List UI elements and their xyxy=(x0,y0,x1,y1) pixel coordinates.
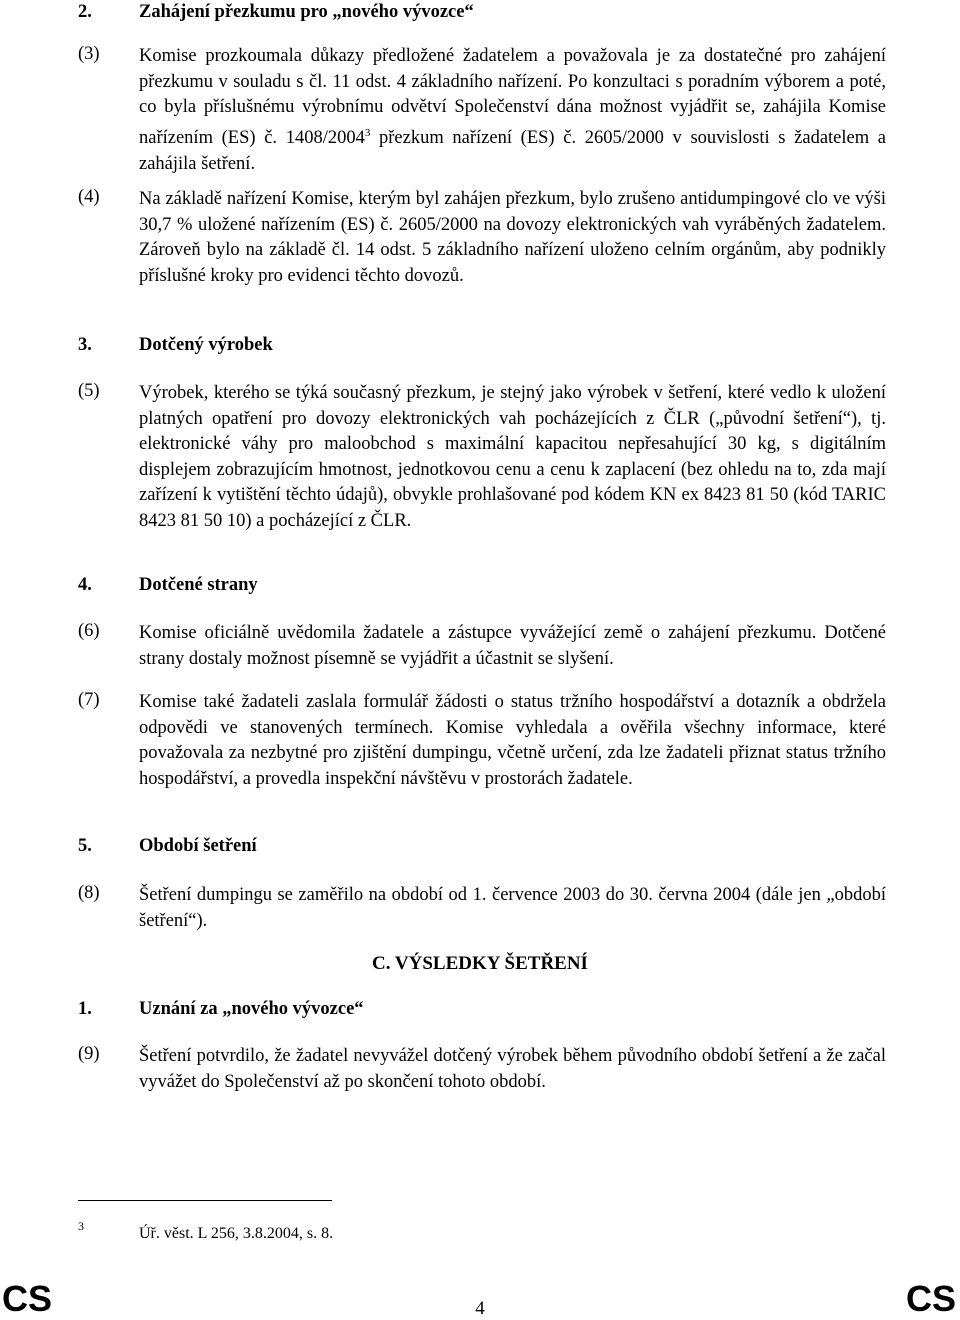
paragraph-number: (9) xyxy=(78,1044,100,1064)
paragraph-text-part: přezkum nařízení (ES) č. 2605/2000 v souvislosti s žadatelem a zahájila šetření. xyxy=(139,127,886,174)
footnote-ref: 3 xyxy=(364,126,371,139)
footer-language-left: CS xyxy=(2,1278,53,1319)
section-heading-3 xyxy=(78,335,273,356)
section-number: 4. xyxy=(78,575,92,595)
footnote-text: Úř. věst. L 256, 3.8.2004, s. 8. xyxy=(139,1225,334,1242)
paragraph-number: (3) xyxy=(78,44,100,64)
paragraph-text: Komise také žadateli zaslala formulář žádosti o status tržního hospodářství a dotazník a obdržela odpovědi ve stanovených termínech. Komise vyhledala a ověřila všechny informace, které považovala za nezbytné pro zjištění dumpingu, včetně určení, zda lze žadateli přiznat status tržního hospodářství, a provedla inspekční návštěvu v prostorách žadatele. xyxy=(139,692,886,789)
paragraph-4 xyxy=(78,187,886,289)
paragraph-3 xyxy=(78,44,886,177)
section-title: Uznání za „nového vývozce“ xyxy=(139,999,364,1019)
paragraph-text: Komise oficiálně uvědomila žadatele a zástupce vyvážející země o zahájení přezkumu. Dotčené strany dostaly možnost písemně se vyjádřit a účastnit se slyšení. xyxy=(139,623,886,669)
footnote xyxy=(78,1219,334,1243)
paragraph-5 xyxy=(78,381,886,535)
paragraph-9 xyxy=(78,1044,886,1095)
paragraph-7 xyxy=(78,690,886,792)
section-heading-c1 xyxy=(78,999,364,1020)
footer-language-right: CS xyxy=(905,1278,956,1319)
section-title: Dotčené strany xyxy=(139,575,258,595)
section-title: Zahájení přezkumu pro „nového vývozce“ xyxy=(139,2,474,22)
paragraph-number: (8) xyxy=(78,883,100,903)
paragraph-6 xyxy=(78,621,886,672)
paragraph-number: (7) xyxy=(78,690,100,710)
section-title: Období šetření xyxy=(139,836,257,856)
paragraph-number: (6) xyxy=(78,621,100,641)
footnote-number: 3 xyxy=(78,1219,84,1233)
section-number: 5. xyxy=(78,836,92,856)
paragraph-number: (5) xyxy=(78,381,100,401)
section-heading-5 xyxy=(78,836,257,857)
section-title: Dotčený výrobek xyxy=(139,335,273,355)
paragraph-text: Na základě nařízení Komise, kterým byl zahájen přezkum, bylo zrušeno antidumpingové clo ve výši 30,7 % uložené nařízením (ES) č. 2605/2000 na dovozy elektronických vah vyráběných žadatelem. Zároveň bylo na základě čl. 14 odst. 5 základního nařízení uloženo celním orgánům, aby podnikly příslušné kroky pro evidenci těchto dovozů. xyxy=(139,189,886,286)
page-number: 4 xyxy=(475,1298,485,1319)
section-heading-2 xyxy=(78,2,474,23)
paragraph-text: Šetření potvrdilo, že žadatel nevyvážel dotčený výrobek během původního období šetření a že začal vyvážet do Společenství až po skončení tohoto období. xyxy=(139,1046,886,1092)
chapter-title: C. VÝSLEDKY ŠETŘENÍ xyxy=(372,953,588,974)
section-heading-4 xyxy=(78,575,258,596)
paragraph-text: Výrobek, kterého se týká současný přezkum, je stejný jako výrobek v šetření, které vedlo k uložení platných opatření pro dovozy elektronických vah pocházejících z ČLR („původní šetření“), tj. elektronické váhy pro maloobchod s maximální kapacitou nepřesahující 30 kg, s digitálním displejem zobrazujícím hmotnost, jednotkovou cenu a cenu k zaplacení (bez ohledu na to, zda mají zařízení k vytištění těchto údajů), obvykle prohlašované pod kódem KN ex 8423 81 50 (kód TARIC 8423 81 50 10) a pocházející z ČLR. xyxy=(139,383,886,531)
paragraph-text: Šetření dumpingu se zaměřilo na období od 1. července 2003 do 30. června 2004 (dále jen „období šetření“). xyxy=(139,885,886,931)
paragraph-text xyxy=(139,44,886,177)
section-number: 3. xyxy=(78,335,92,355)
section-number: 1. xyxy=(78,999,92,1019)
section-number: 2. xyxy=(78,2,92,22)
paragraph-text-part: Komise prozkoumala důkazy předložené žadatelem a považovala je za dostatečné pro zahájení přezkumu v souladu s čl. 11 odst. 4 základního nařízení. Po konzultaci s poradním výborem a poté, co byla příslušnému výrobnímu odvětví Společenství dána možnost vyjádřit se, zahájila Komise nařízením (ES) č. 1408/2004 xyxy=(139,46,886,148)
paragraph-8 xyxy=(78,883,886,934)
paragraph-number: (4) xyxy=(78,187,100,207)
footnote-separator xyxy=(78,1200,332,1201)
